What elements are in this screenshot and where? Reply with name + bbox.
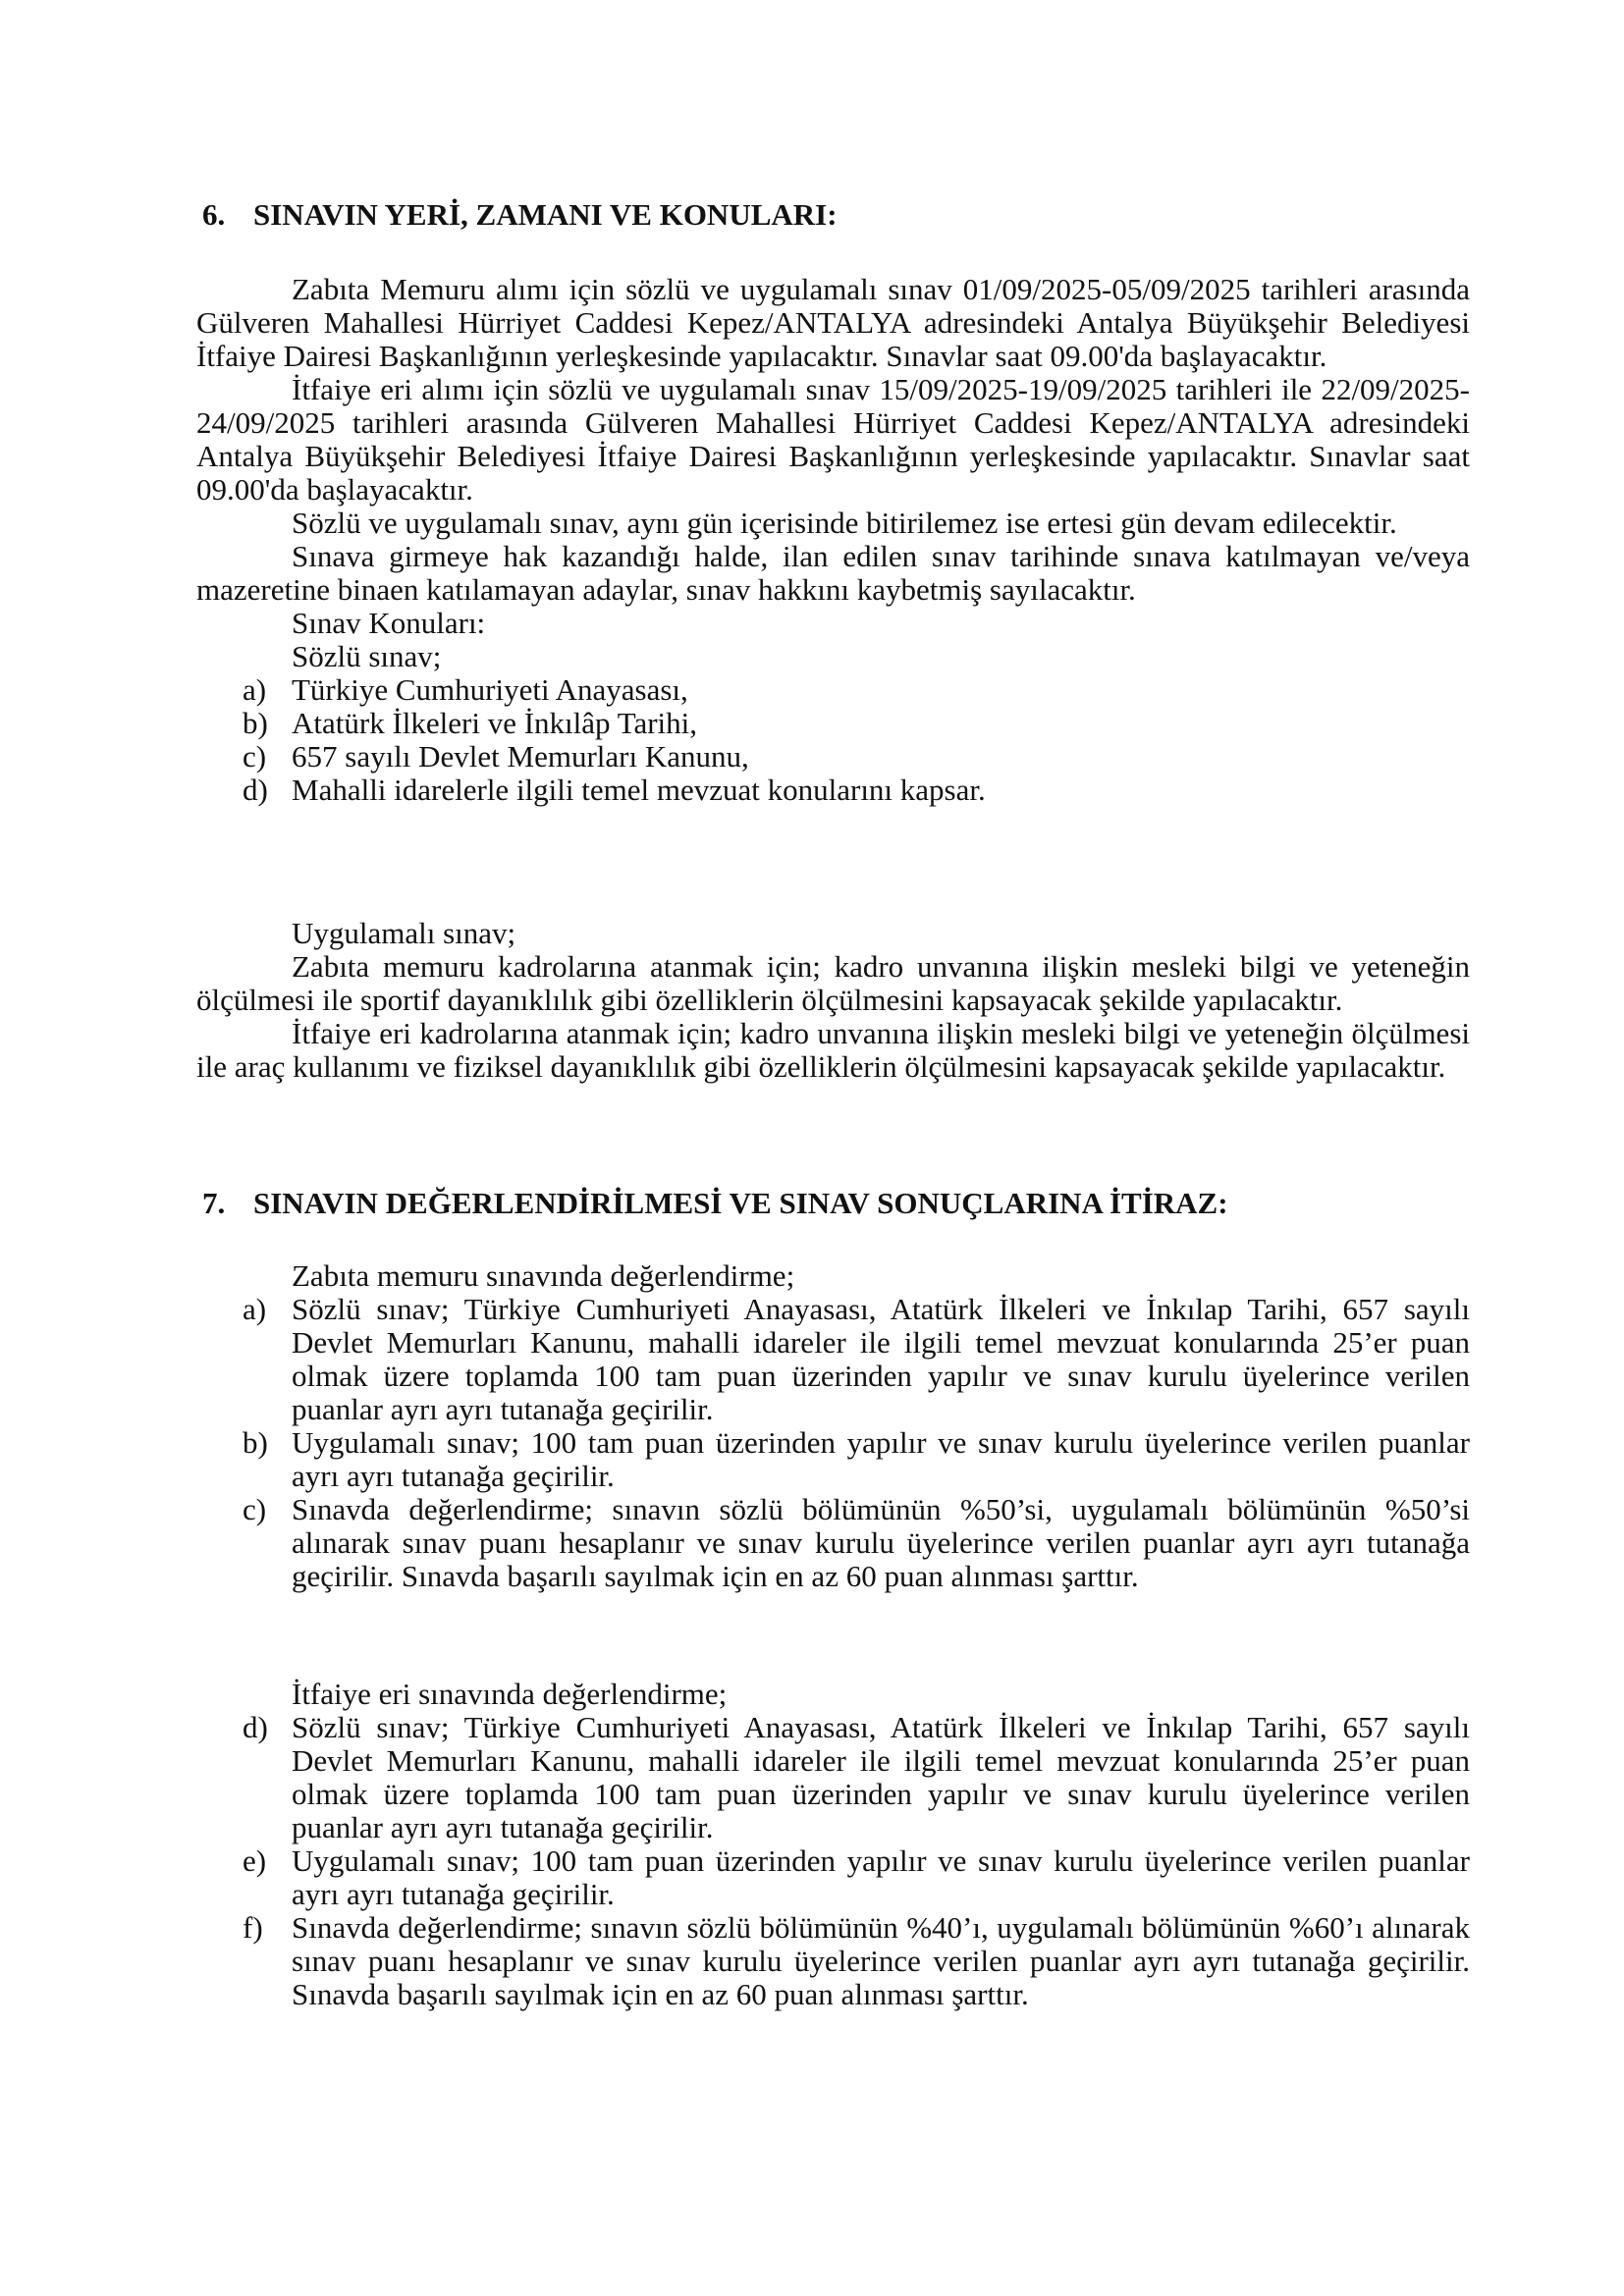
section-7-number: 7. <box>202 1186 226 1220</box>
list-marker: b) <box>243 1425 268 1460</box>
list-marker: f) <box>243 1910 263 1945</box>
evaluation-item <box>196 1493 1470 1593</box>
section-7-heading <box>202 1187 1228 1220</box>
oral-topic-item <box>196 707 1470 740</box>
list-item-text: Türkiye Cumhuriyeti Anayasası, <box>292 672 688 707</box>
list-item-text: Uygulamalı sınav; 100 tam puan üzerinden yapılır ve sınav kurulu üyelerince verilen puanlar ayrı ayrı tutanağa geçirilir. <box>292 1843 1470 1911</box>
zabita-evaluation-label: Zabıta memuru sınavında değerlendirme; <box>292 1258 795 1293</box>
oral-topic-item <box>196 774 1470 807</box>
list-item-text: Atatürk İlkeleri ve İnkılâp Tarihi, <box>292 706 698 740</box>
itfaiye-evaluation-block <box>196 1678 1470 2011</box>
list-item-text: Sınavda değerlendirme; sınavın sözlü bölümünün %50’si, uygulamalı bölümünün %50’si alınarak sınav puanı hesaplanır ve sınav kurulu üyelerince verilen puanlar ayrı ayrı tutanağa geçirilir. Sınavda başarılı sayılmak için en az 60 puan alınması şarttır. <box>292 1492 1470 1593</box>
exam-topics-label: Sınav Konuları: <box>292 606 486 640</box>
paragraph-exam-continuation: Sözlü ve uygulamalı sınav, aynı gün içerisinde bitirilemez ise ertesi gün devam edilecektir. <box>292 506 1397 540</box>
paragraph-itfaiye-exam-place: İtfaiye eri alımı için sözlü ve uygulamalı sınav 15/09/2025-19/09/2025 tarihleri ile 22/09/2025-24/09/2025 tarihleri arasında Gülveren Mahallesi Hürriyet Caddesi Kepez/ANTALYA adresindeki Antalya Büyükşehir Belediyesi İtfaiye Dairesi Başkanlığının yerleşkesinde yapılacaktır. Sınavlar saat 09.00'da başlayacaktır. <box>196 372 1470 507</box>
evaluation-item <box>196 1711 1470 1844</box>
list-marker: d) <box>243 1710 268 1744</box>
zabita-evaluation-block <box>196 1259 1470 1593</box>
section-6-title: SINAVIN YERİ, ZAMANI VE KONULARI: <box>253 197 838 232</box>
section-6-heading <box>202 198 838 232</box>
evaluation-item <box>196 1293 1470 1426</box>
list-marker: c) <box>243 739 267 774</box>
section-6-number: 6. <box>202 197 226 232</box>
itfaiye-evaluation-label: İtfaiye eri sınavında değerlendirme; <box>292 1677 728 1711</box>
list-marker: a) <box>243 672 267 707</box>
list-item-text: Sözlü sınav; Türkiye Cumhuriyeti Anayasası, Atatürk İlkeleri ve İnkılap Tarihi, 657 sayılı Devlet Memurları Kanunu, mahalli idareler ile ilgili temel mevzuat konularında 25’er puan olmak üzere toplamda 100 tam puan üzerinden yapılır ve sınav kurulu üyelerince verilen puanlar ayrı ayrı tutanağa geçirilir. <box>292 1710 1470 1844</box>
oral-exam-label: Sözlü sınav; <box>292 639 442 673</box>
practical-exam-label: Uygulamalı sınav; <box>292 916 516 950</box>
list-item-text: Uygulamalı sınav; 100 tam puan üzerinden yapılır ve sınav kurulu üyelerince verilen puanlar ayrı ayrı tutanağa geçirilir. <box>292 1425 1470 1493</box>
list-marker: c) <box>243 1492 267 1526</box>
evaluation-item <box>196 1426 1470 1493</box>
oral-topic-item <box>196 673 1470 707</box>
list-marker: e) <box>243 1843 267 1878</box>
paragraph-zabita-exam-place: Zabıta Memuru alımı için sözlü ve uygulamalı sınav 01/09/2025-05/09/2025 tarihleri arasında Gülveren Mahallesi Hürriyet Caddesi Kepez/ANTALYA adresindeki Antalya Büyükşehir Belediyesi İtfaiye Dairesi Başkanlığının yerleşkesinde yapılacaktır. Sınavlar saat 09.00'da başlayacaktır. <box>196 272 1470 373</box>
list-item-text: Sözlü sınav; Türkiye Cumhuriyeti Anayasası, Atatürk İlkeleri ve İnkılap Tarihi, 657 sayılı Devlet Memurları Kanunu, mahalli idareler ile ilgili temel mevzuat konularında 25’er puan olmak üzere toplamda 100 tam puan üzerinden yapılır ve sınav kurulu üyelerince verilen puanlar ayrı ayrı tutanağa geçirilir. <box>292 1292 1470 1426</box>
list-item-text: 657 sayılı Devlet Memurları Kanunu, <box>292 739 749 774</box>
list-marker: d) <box>243 773 268 807</box>
list-marker: a) <box>243 1292 267 1326</box>
evaluation-item <box>196 1844 1470 1911</box>
evaluation-item <box>196 1911 1470 2011</box>
list-marker: b) <box>243 706 268 740</box>
practical-exam-block <box>196 917 1470 1084</box>
list-item-text: Sınavda değerlendirme; sınavın sözlü bölümünün %40’ı, uygulamalı bölümünün %60’ı alınarak sınav puanı hesaplanır ve sınav kurulu üyelerince verilen puanlar ayrı ayrı tutanağa geçirilir. Sınavda başarılı sayılmak için en az 60 puan alınması şarttır. <box>292 1910 1470 2011</box>
section-6-body <box>196 273 1470 807</box>
paragraph-absence-rule: Sınava girmeye hak kazandığı halde, ilan edilen sınav tarihinde sınava katılmayan ve/veya mazeretine binaen katılamayan adaylar, sınav hakkını kaybetmiş sayılacaktır. <box>196 539 1470 607</box>
paragraph-itfaiye-practical: İtfaiye eri kadrolarına atanmak için; kadro unvanına ilişkin mesleki bilgi ve yeteneğin ölçülmesi ile araç kullanımı ve fiziksel dayanıklılık gibi özelliklerin ölçülmesini kapsayacak şekilde yapılacaktır. <box>196 1016 1470 1084</box>
oral-topic-item <box>196 740 1470 774</box>
paragraph-zabita-practical: Zabıta memuru kadrolarına atanmak için; kadro unvanına ilişkin mesleki bilgi ve yeteneğin ölçülmesi ile sportif dayanıklılık gibi özelliklerin ölçülmesini kapsayacak şekilde yapılacaktır. <box>196 949 1470 1017</box>
section-7-title: SINAVIN DEĞERLENDİRİLMESİ VE SINAV SONUÇLARINA İTİRAZ: <box>253 1186 1228 1220</box>
list-item-text: Mahalli idarelerle ilgili temel mevzuat konularını kapsar. <box>292 773 986 807</box>
